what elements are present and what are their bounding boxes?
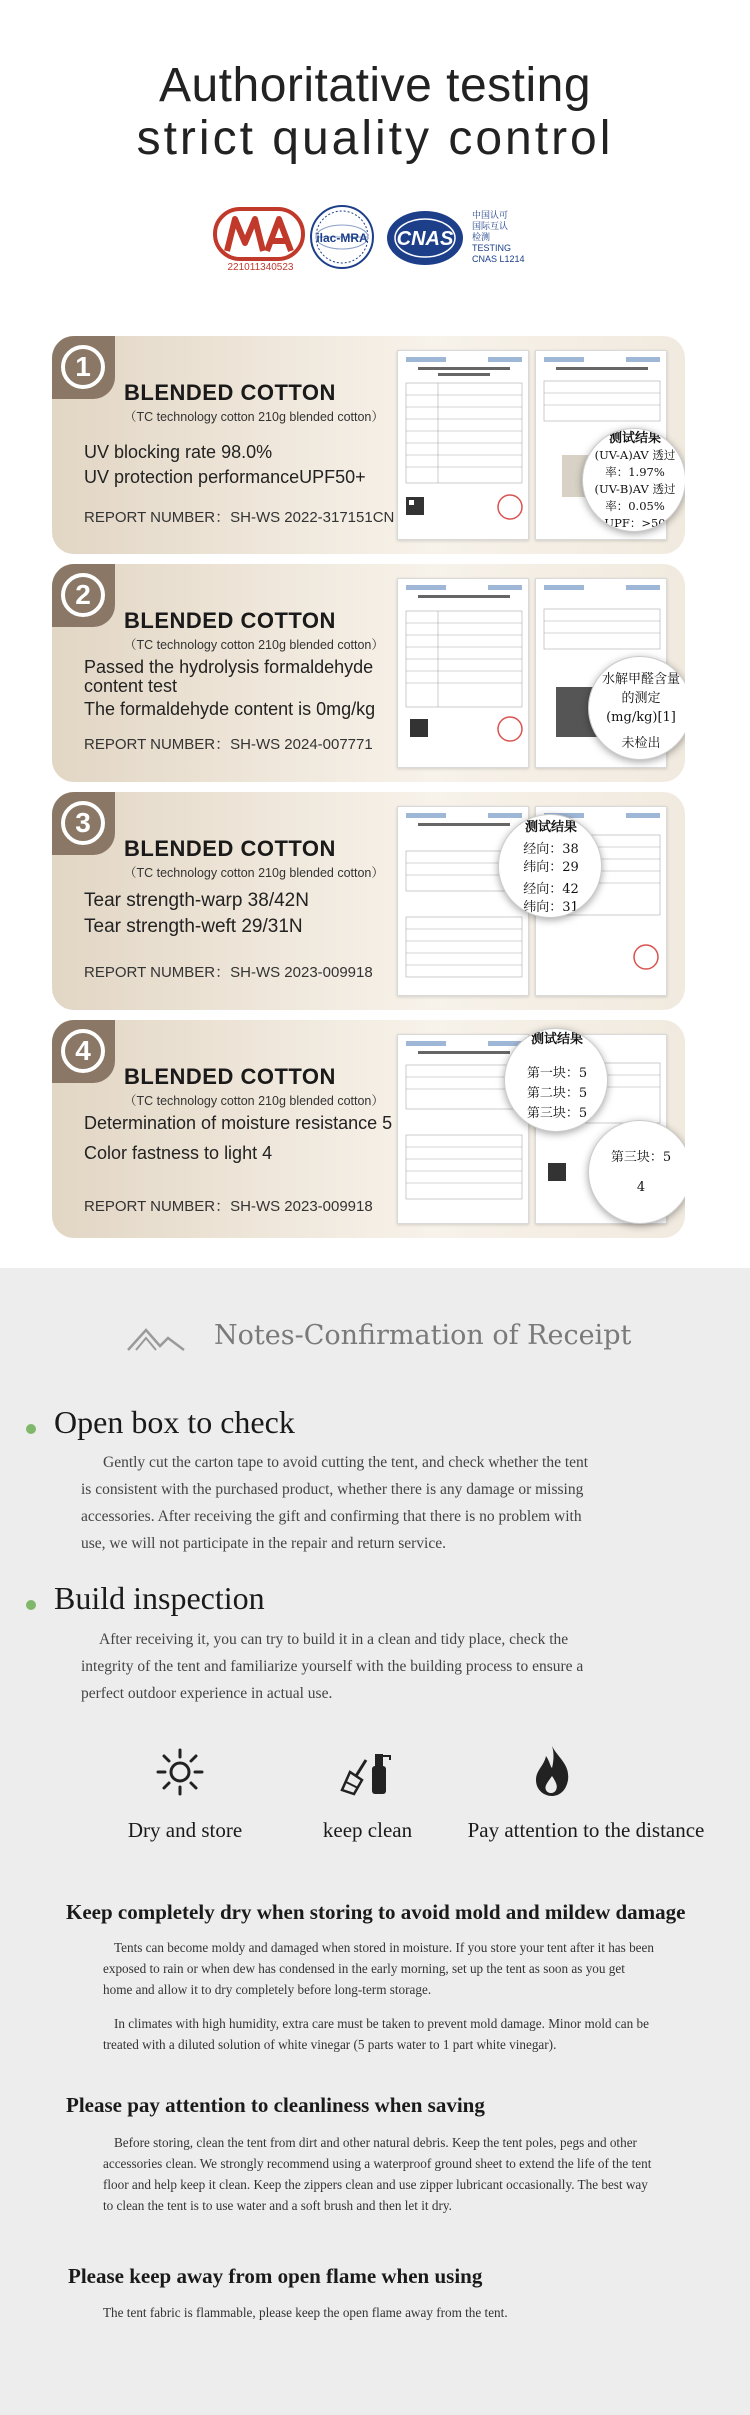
cnas-line: TESTING <box>472 243 512 253</box>
paragraph-line: Before storing, clean the tent from dirt and other natural debris. Keep the tent poles, pegs and other <box>114 2135 637 2150</box>
subsection-heading: Please keep away from open flame when using <box>68 2264 483 2288</box>
magnifier-row: (UV-A)AV 透过 <box>594 448 676 462</box>
svg-text:CNAS: CNAS <box>396 228 454 250</box>
report-number: REPORT NUMBER：SH-WS 2024-007771 <box>84 736 373 753</box>
paragraph-line: In climates with high humidity, extra care must be taken to prevent mold damage. Minor mold can be <box>114 2016 649 2031</box>
magnifier-row: 4 <box>636 1180 646 1195</box>
report-number: REPORT NUMBER：SH-WS 2023-009918 <box>84 1198 373 1215</box>
icon-label: Pay attention to the distance <box>467 1818 705 1842</box>
magnifier-row: 第三块：5 <box>610 1150 672 1165</box>
report-document-front <box>397 350 529 540</box>
card-line: The formaldehyde content is 0mg/kg <box>84 699 376 719</box>
paragraph-line: perfect outdoor experience in actual use. <box>81 1685 333 1702</box>
card-number: 2 <box>61 573 105 617</box>
card-subtitle: （TC technology cotton 210g blended cotton） <box>124 638 384 652</box>
paragraph-line: accessories clean. We strongly recommend using a waterproof ground sheet to extend the life of the tent <box>103 2156 652 2171</box>
magnifier-heading: 测试结果 <box>530 1032 583 1047</box>
section-heading: Open box to check <box>54 1404 295 1440</box>
paragraph-line: Tents can become moldy and damaged when stored in moisture. If you store your tent after it has been <box>114 1940 654 1955</box>
mountain-icon <box>126 1324 186 1354</box>
card-line: UV protection performanceUPF50+ <box>84 467 366 487</box>
paragraph-line: exposed to rain or when dew has condensed in the early morning, set up the tent as soon as you get <box>103 1961 625 1976</box>
cnas-line: 国际互认 <box>472 221 509 231</box>
report-number: REPORT NUMBER：SH-WS 2023-009918 <box>84 964 373 981</box>
magnifier-row: UPF：>50 <box>604 516 666 530</box>
card-number: 4 <box>61 1029 105 1073</box>
card-line: UV blocking rate 98.0% <box>84 442 273 462</box>
paragraph-line: Gently cut the carton tape to avoid cutting the tent, and check whether the tent <box>103 1454 589 1471</box>
magnifier-heading: 测试结果 <box>608 431 661 446</box>
cnas-line: CNAS L1214 <box>472 254 525 264</box>
cnas-logo-icon <box>385 209 465 267</box>
card-subtitle: （TC technology cotton 210g blended cotton） <box>124 410 384 424</box>
card-number-badge <box>52 564 115 627</box>
magnifier-row: 率：1.97% <box>605 465 665 479</box>
card-subtitle: （TC technology cotton 210g blended cotton） <box>124 1094 384 1108</box>
result-magnifier <box>588 1120 685 1224</box>
bullet-dot <box>26 1424 36 1434</box>
svg-text:ilac-MRA: ilac-MRA <box>316 231 368 245</box>
magnifier-row: 水解甲醛含量 <box>601 672 680 687</box>
notes-section <box>0 1268 750 2415</box>
subsection-heading: Please pay attention to cleanliness when saving <box>66 2093 485 2117</box>
brush-spray-icon <box>336 1742 392 1798</box>
cnas-side-text <box>472 210 525 265</box>
paragraph-line: After receiving it, you can try to build it in a clean and tidy place, check the <box>99 1631 569 1648</box>
paragraph-line: floor and help keep it clean. Keep the zippers clean and use zipper lubricant occasionally. The best way <box>103 2177 648 2192</box>
magnifier-row: 未检出 <box>621 736 661 751</box>
result-magnifier <box>498 814 602 918</box>
paragraph-line: home and allow it to dry completely before long-term storage. <box>103 1982 432 1997</box>
card-line: Determination of moisture resistance 5 <box>84 1113 393 1133</box>
magnifier-row: 第一块：5 <box>526 1066 588 1081</box>
sun-icon <box>152 1744 208 1800</box>
cma-number: 221011340523 <box>227 262 294 273</box>
section-heading: Build inspection <box>54 1580 265 1616</box>
paragraph-line: is consistent with the purchased product, whether there is any damage or missing <box>81 1481 584 1498</box>
card-line: Tear strength-weft 29/31N <box>84 916 303 937</box>
card-line: Passed the hydrolysis formaldehyde <box>84 657 374 677</box>
card-line: Color fastness to light 4 <box>84 1143 273 1163</box>
magnifier-heading: 测试结果 <box>524 820 577 835</box>
card-title: BLENDED COTTON <box>124 836 336 861</box>
notes-title: Notes-Confirmation of Receipt <box>214 1320 632 1351</box>
card-line: Tear strength-warp 38/42N <box>84 890 309 911</box>
card-title: BLENDED COTTON <box>124 380 336 405</box>
page-title-line-2: strict quality control <box>136 112 614 165</box>
card-subtitle: （TC technology cotton 210g blended cotton） <box>124 866 384 880</box>
ilac-mra-logo-icon <box>309 204 375 270</box>
magnifier-row: 经向：38 <box>523 842 579 857</box>
magnifier-row: 的测定 <box>621 691 661 706</box>
paragraph-line: use, we will not participate in the repair and return service. <box>81 1535 446 1552</box>
result-magnifier <box>582 428 685 532</box>
paragraph-line: integrity of the tent and familiarize yourself with the building process to ensure a <box>81 1658 584 1675</box>
icon-label: Dry and store <box>127 1818 243 1842</box>
paragraph-line: accessories. After receiving the gift and confirming that there is no problem with <box>81 1508 582 1525</box>
card-number-badge <box>52 1020 115 1083</box>
report-card-3 <box>52 792 685 1010</box>
paragraph-line: treated with a diluted solution of white vinegar (5 parts water to 1 part white vinegar). <box>103 2037 557 2052</box>
magnifier-row: 率：0.05% <box>605 499 665 513</box>
paragraph-line: The tent fabric is flammable, please keep the open flame away from the tent. <box>103 2305 508 2320</box>
document-lines-icon <box>398 579 529 768</box>
paragraph-line: to clean the tent is to use water and a soft brush and then let it dry. <box>103 2198 452 2213</box>
cnas-line: 中国认可 <box>472 210 509 220</box>
report-card-2 <box>52 564 685 782</box>
magnifier-row: 第三块：5 <box>526 1106 588 1121</box>
result-magnifier <box>588 656 685 760</box>
icon-label: keep clean <box>322 1818 413 1842</box>
report-card-4 <box>52 1020 685 1238</box>
report-document-front <box>397 578 529 768</box>
card-number: 3 <box>61 801 105 845</box>
cnas-line: 检测 <box>472 232 491 242</box>
magnifier-row: 纬向：31 <box>523 900 579 915</box>
card-title: BLENDED COTTON <box>124 1064 336 1089</box>
bullet-dot <box>26 1600 36 1610</box>
magnifier-row: 经向：42 <box>523 882 579 897</box>
card-number-badge <box>52 792 115 855</box>
magnifier-row: (mg/kg)[1] <box>606 710 676 725</box>
report-card-1 <box>52 336 685 554</box>
card-number: 1 <box>61 345 105 389</box>
magnifier-row: (UV-B)AV 透过 <box>594 482 676 496</box>
report-number: REPORT NUMBER：SH-WS 2022-317151CN <box>84 509 395 526</box>
card-title: BLENDED COTTON <box>124 608 336 633</box>
subsection-heading: Keep completely dry when storing to avoid mold and mildew damage <box>66 1900 686 1924</box>
result-magnifier <box>504 1028 608 1132</box>
document-lines-icon <box>398 351 529 540</box>
certification-logos <box>210 204 540 276</box>
card-line: content test <box>84 676 178 696</box>
page-title-line-1: Authoritative testing <box>158 59 592 112</box>
card-number-badge <box>52 336 115 399</box>
magnifier-row: 纬向：29 <box>523 860 579 875</box>
magnifier-row: 第二块：5 <box>526 1086 588 1101</box>
flame-icon <box>524 1742 580 1798</box>
